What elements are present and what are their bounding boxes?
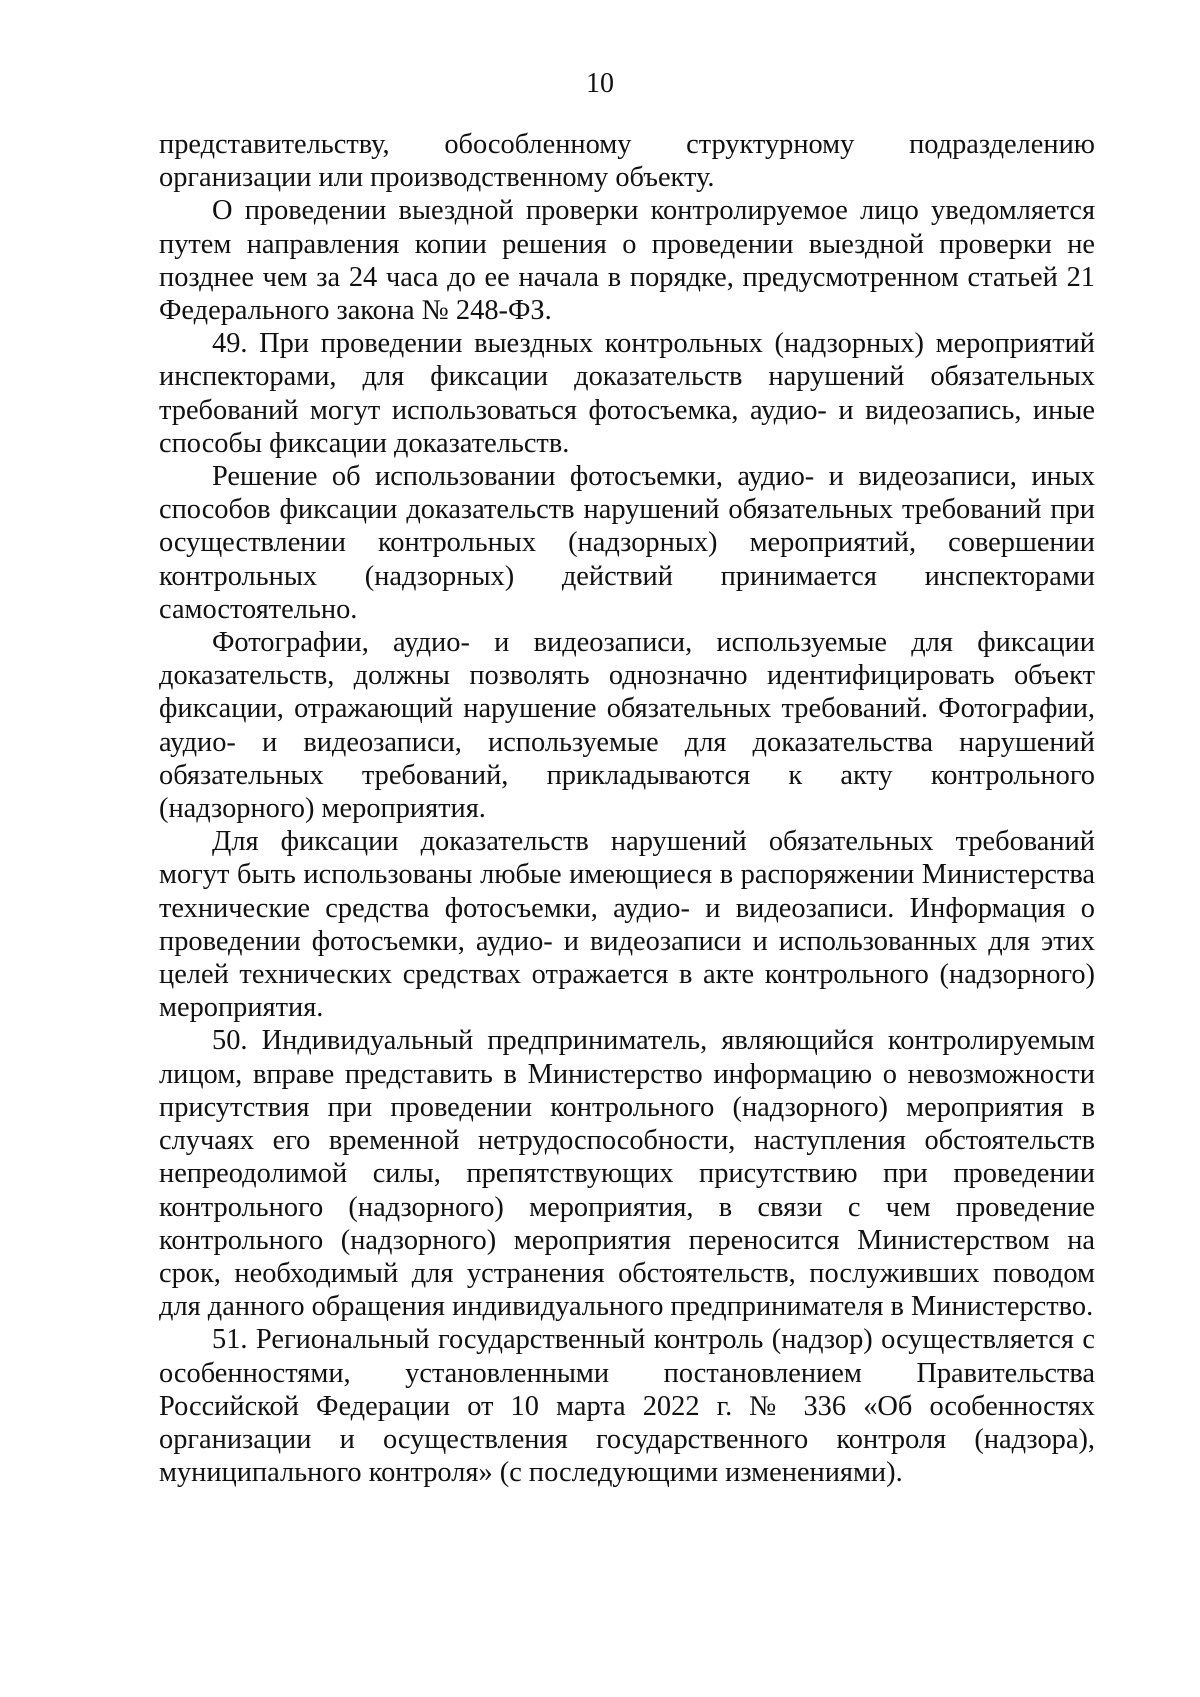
paragraph-item-51: 51. Региональный государственный контроль (надзор) осуществляется с особенностями, установленными постановлением Правительства Российской Федерации от 10 марта 2022 г. № 336 «Об особенностях организации и осуществления государственного контроля (надзора), муниципального контроля» (с последующими изменениями). [159,1324,1095,1489]
paragraph-photos: Фотографии, аудио- и видеозаписи, используемые для фиксации доказательств, должны позволять однозначно идентифицировать объект фиксации, отражающий нарушение обязательных требований. Фотографии, аудио- и видеозаписи, используемые для доказательства нарушений обязательных требований, прикладываются к акту контрольного (надзорного) мероприятия. [159,627,1095,825]
paragraph-decision: Решение об использовании фотосъемки, аудио- и видеозаписи, иных способов фиксации доказательств нарушений обязательных требований при осуществлении контрольных (надзорных) мероприятий, совершении контрольных (надзорных) действий принимается инспекторами самостоятельно. [159,461,1095,625]
paragraph-notification: О проведении выездной проверки контролируемое лицо уведомляется путем направления копии решения о проведении выездной проверки не позднее чем за 24 часа до ее начала в порядке, предусмотренном статьей 21 Федерального закона № 248-ФЗ. [159,195,1095,327]
page-number: 10 [586,68,614,99]
paragraph-item-49: 49. При проведении выездных контрольных (надзорных) мероприятий инспекторами, для фиксации доказательств нарушений обязательных требований могут использоваться фотосъемка, аудио- и видеозапись, иные способы фиксации доказательств. [159,328,1095,459]
document-body [159,128,1095,1489]
paragraph-technical-means: Для фиксации доказательств нарушений обязательных требований могут быть использованы любые имеющиеся в распоряжении Министерства технические средства фотосъемки, аудио- и видеозаписи. Информация о проведении фотосъемки, аудио- и видеозаписи и использованных для этих целей технических средствах отражается в акте контрольного (надзорного) мероприятия. [159,826,1095,1024]
paragraph-continuation: представительству, обособленному структурному подразделению организации или производственному объекту. [159,129,1095,194]
paragraph-item-50: 50. Индивидуальный предприниматель, являющийся контролируемым лицом, вправе представить в Министерство информацию о невозможности присутствия при проведении контрольного (надзорного) мероприятия в случаях его временной нетрудоспособности, наступления обстоятельств непреодолимой силы, препятствующих присутствию при проведении контрольного (надзорного) мероприятия, в связи с чем проведение контрольного (надзорного) мероприятия переносится Министерством на срок, необходимый для устранения обстоятельств, послуживших поводом для данного обращения индивидуального предпринимателя в Министерство. [159,1025,1095,1323]
